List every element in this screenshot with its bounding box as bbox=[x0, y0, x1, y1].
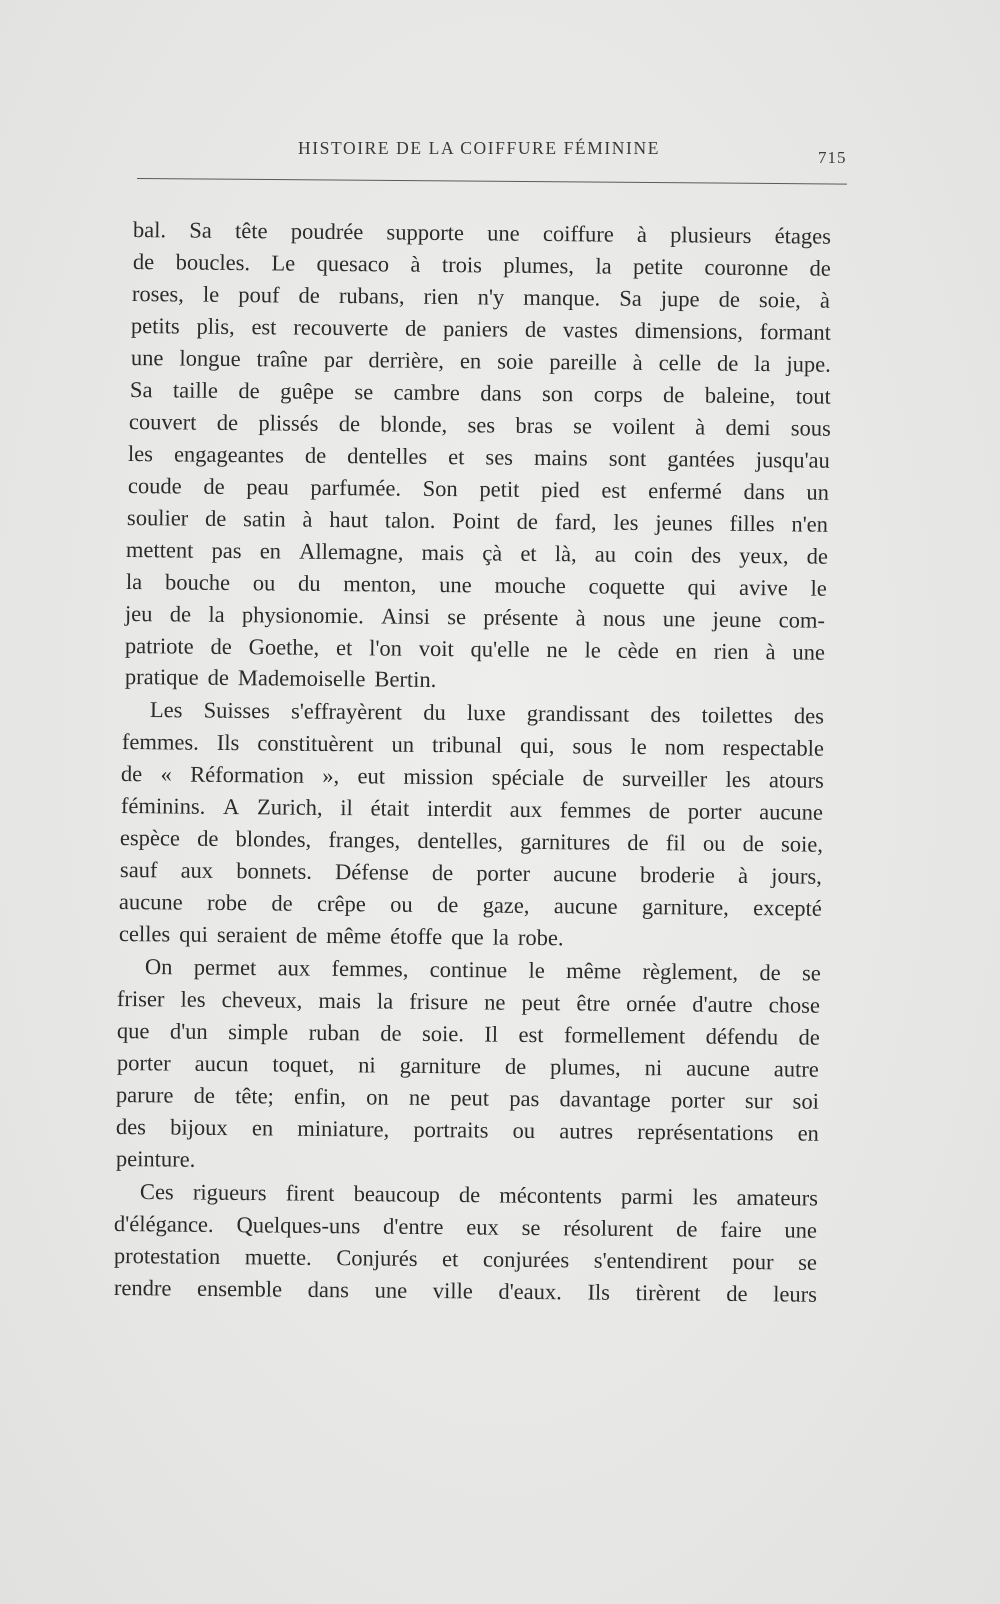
text-line: parure de tête; enfin, on ne peut pas davantage porter sur soi bbox=[115, 1082, 820, 1114]
text-line: sauf aux bonnets. Défense de porter aucune broderie à jours, bbox=[119, 857, 822, 889]
text-line: que d'un simple ruban de soie. Il est formellement défendu de bbox=[116, 1018, 820, 1050]
text-line: celles qui seraient de même étoffe que la robe. bbox=[118, 921, 564, 951]
text-line: friser les cheveux, mais la frisure ne peut être ornée d'autre chose bbox=[116, 986, 821, 1018]
text-line: femmes. Ils constituèrent un tribunal qui, sous le nom respectable bbox=[121, 729, 825, 761]
text-line: Les Suisses s'effrayèrent du luxe grandissant des toilettes des bbox=[149, 697, 825, 729]
text-line: mettent pas en Allemagne, mais çà et là, au coin des yeux, de bbox=[125, 537, 829, 569]
text-line: On permet aux femmes, continue le même règlement, de se bbox=[144, 954, 821, 986]
text-line: protestation muette. Conjurés et conjurées s'entendirent pour se bbox=[113, 1243, 818, 1275]
text-line: pratique de Mademoiselle Bertin. bbox=[124, 664, 437, 692]
page-number: 715 bbox=[818, 148, 847, 167]
text-line: espèce de blondes, franges, dentelles, garnitures de fil ou de soie, bbox=[119, 825, 824, 857]
text-line: couvert de plissés de blonde, ses bras se voilent à demi sous bbox=[128, 409, 831, 441]
text-line: une longue traîne par derrière, en soie pareille à celle de la jupe. bbox=[130, 345, 831, 377]
text-line: de boucles. Le quesaco à trois plumes, la petite couronne de bbox=[132, 249, 831, 281]
text-line: Ces rigueurs firent beaucoup de mécontents parmi les amateurs bbox=[139, 1179, 819, 1211]
text-line: aucune robe de crêpe ou de gaze, aucune garniture, excepté bbox=[118, 889, 822, 921]
text-line: de « Réformation », eut mission spéciale de surveiller les atours bbox=[120, 761, 825, 793]
text-line: porter aucun toquet, ni garniture de plumes, ni aucune autre bbox=[116, 1050, 819, 1082]
text-line: rendre ensemble dans une ville d'eaux. Ils tirèrent de leurs bbox=[113, 1275, 818, 1307]
text-line: patriote de Goethe, et l'on voit qu'elle ne le cède en rien à une bbox=[124, 633, 826, 665]
text-line: roses, le pouf de rubans, rien n'y manque. Sa jupe de soie, à bbox=[131, 281, 831, 313]
text-line: jeu de la physionomie. Ainsi se présente à nous une jeune com- bbox=[124, 601, 826, 633]
text-line: bal. Sa tête poudrée supporte une coiffure à plusieurs étages bbox=[132, 217, 832, 249]
text-line: petits plis, est recouverte de paniers de vastes dimensions, formant bbox=[130, 313, 832, 345]
text-line: féminins. A Zurich, il était interdit aux femmes de porter aucune bbox=[120, 793, 824, 825]
text-line: soulier de satin à haut talon. Point de fard, les jeunes filles n'en bbox=[126, 505, 829, 537]
running-head-title: HISTOIRE DE LA COIFFURE FÉMININE bbox=[298, 138, 660, 158]
text-line: peinture. bbox=[115, 1146, 196, 1172]
text-line: d'élégance. Quelques-uns d'entre eux se résolurent de faire une bbox=[113, 1211, 818, 1243]
text-line: des bijoux en miniature, portraits ou autres représentations en bbox=[115, 1114, 820, 1146]
text-line: coude de peau parfumée. Son petit pied est enfermé dans un bbox=[127, 473, 830, 505]
text-line: la bouche ou du menton, une mouche coquette qui avive le bbox=[125, 569, 827, 601]
text-line: les engageantes de dentelles et ses mains sont gantées jusqu'au bbox=[127, 441, 830, 473]
text-line: Sa taille de guêpe se cambre dans son corps de baleine, tout bbox=[129, 377, 831, 409]
